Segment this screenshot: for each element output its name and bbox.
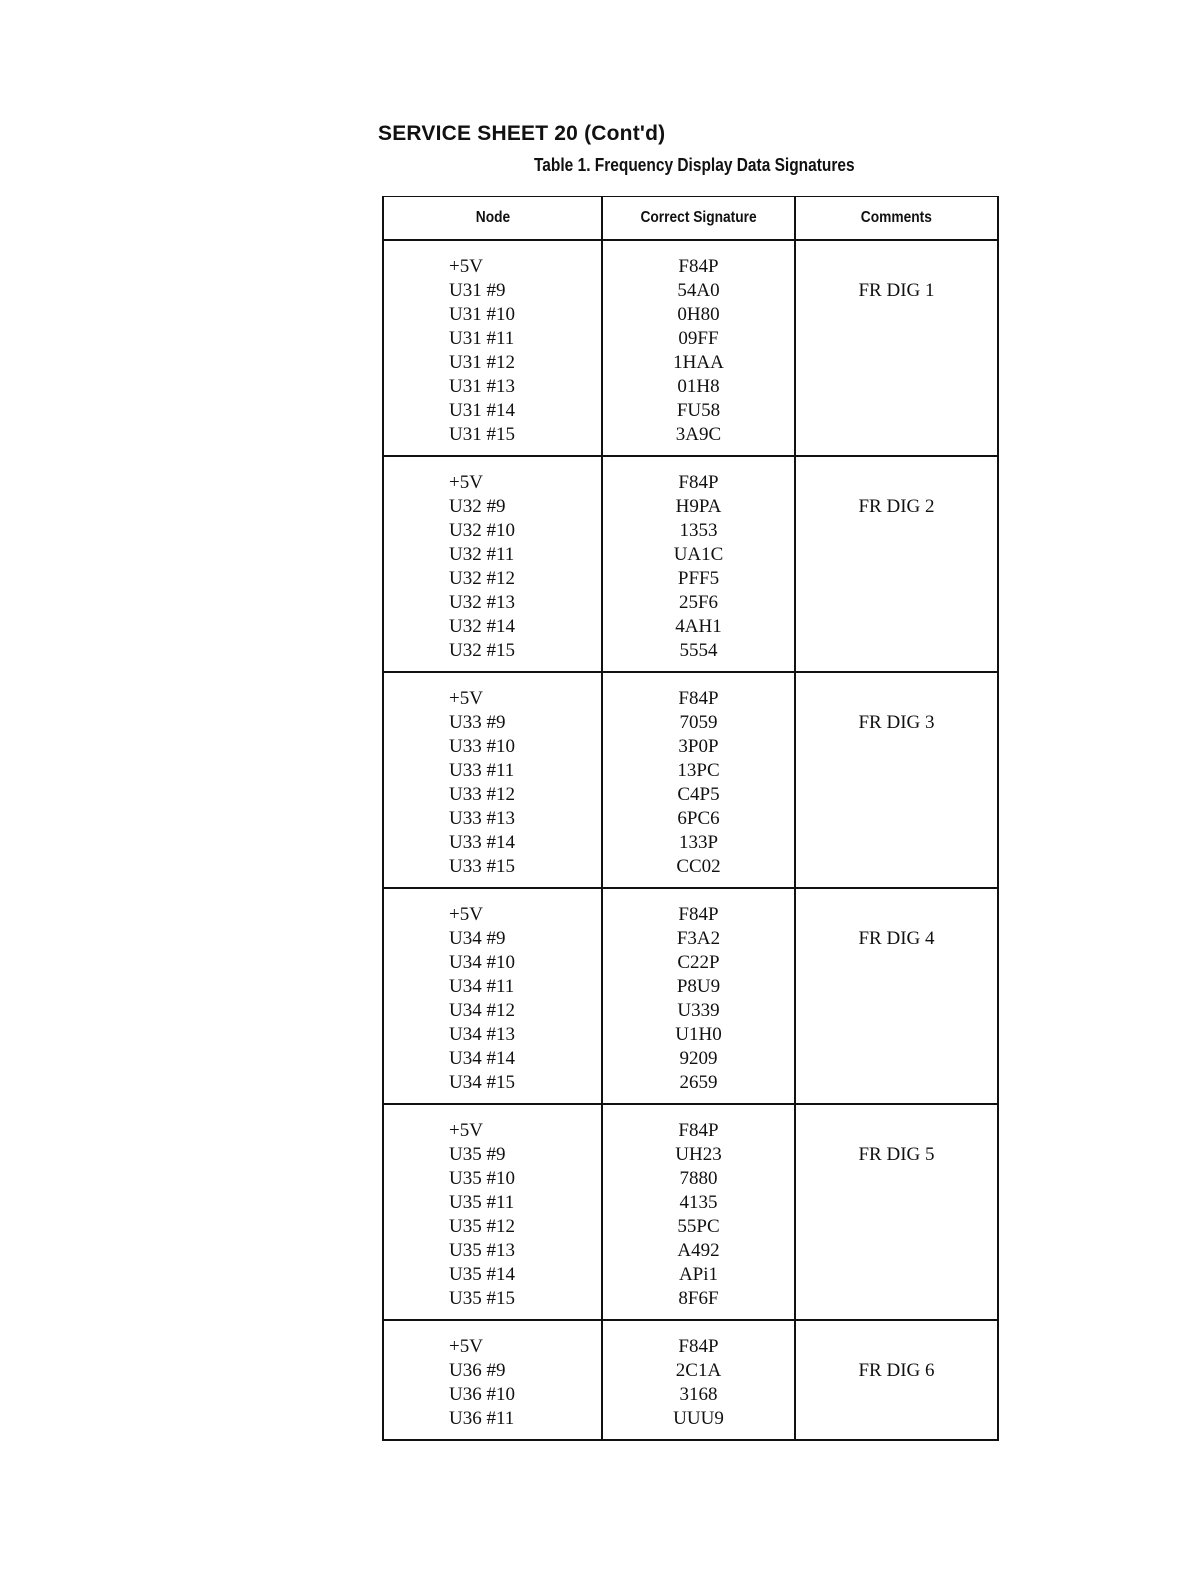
comments-column [796,1321,997,1439]
comments-column [796,1105,997,1319]
table-row-group [384,1105,997,1321]
table-row-group [384,889,997,1105]
node-cell: U33 #14 [449,832,515,853]
node-cell: U32 #10 [449,520,515,541]
node-cell: +5V [449,1120,483,1141]
signature-cell: 133P [678,832,719,853]
signature-cell: F84P [678,688,719,709]
comments-column [796,673,997,887]
signature-cell: C4P5 [677,784,720,805]
signature-cell: 55PC [677,1216,720,1237]
signature-cell: 7880 [679,1168,718,1189]
comment-cell: FR DIG 4 [858,928,935,949]
node-cell: U35 #9 [449,1144,506,1165]
node-column [384,673,603,887]
node-cell: U35 #10 [449,1168,515,1189]
comment-cell: FR DIG 3 [858,712,935,733]
node-cell: U31 #11 [449,328,515,349]
signature-cell: F84P [678,1120,719,1141]
signature-column [603,457,796,671]
node-column [384,1105,603,1319]
node-cell: U36 #10 [449,1384,515,1405]
comments-column [796,457,997,671]
signature-cell: 4AH1 [675,616,722,637]
signature-cell: UH23 [675,1144,722,1165]
node-cell: U34 #9 [449,928,506,949]
signature-cell: PFF5 [677,568,720,589]
comment-cell: FR DIG 6 [858,1360,935,1381]
signature-cell: F84P [678,256,719,277]
node-cell: U31 #13 [449,376,515,397]
signature-cell: 3168 [679,1384,718,1405]
signature-cell: F84P [678,472,719,493]
signature-table [382,196,999,1441]
signature-cell: U1H0 [675,1024,722,1045]
node-cell: U31 #14 [449,400,515,421]
table-header-row [384,197,997,241]
node-cell: U35 #15 [449,1288,515,1309]
signature-cell: A492 [677,1240,720,1261]
node-column [384,1321,603,1439]
node-cell: U32 #11 [449,544,515,565]
table-row-group [384,241,997,457]
node-cell: U34 #12 [449,1000,515,1021]
node-cell: +5V [449,904,483,925]
signature-cell: 5554 [679,640,718,661]
node-cell: U32 #9 [449,496,506,517]
node-cell: U32 #15 [449,640,515,661]
signature-column [603,241,796,455]
node-cell: U33 #9 [449,712,506,733]
table-row-group [384,673,997,889]
signature-cell: 9209 [679,1048,718,1069]
signature-cell: 09FF [678,328,719,349]
signature-cell: UA1C [673,544,724,565]
signature-cell: 6PC6 [677,808,720,829]
signature-cell: P8U9 [676,976,721,997]
node-cell: U35 #12 [449,1216,515,1237]
node-cell: U32 #12 [449,568,515,589]
signature-cell: 25F6 [678,592,719,613]
header-node: Node [384,197,603,239]
signature-cell: 1353 [679,520,718,541]
node-cell: U34 #14 [449,1048,515,1069]
signature-cell: 1HAA [673,352,724,373]
signature-cell: H9PA [675,496,722,517]
node-cell: U33 #11 [449,760,515,781]
header-signature: Correct Signature [603,197,796,239]
signature-cell: 54A0 [677,280,720,301]
node-cell: +5V [449,688,483,709]
node-cell: U35 #14 [449,1264,515,1285]
signature-cell: 8F6F [678,1288,719,1309]
comments-column [796,241,997,455]
signature-cell: CC02 [676,856,721,877]
node-cell: U34 #11 [449,976,515,997]
comment-cell: FR DIG 2 [858,496,935,517]
signature-cell: 4135 [679,1192,718,1213]
comments-column [796,889,997,1103]
node-cell: U35 #13 [449,1240,515,1261]
signature-cell: 01H8 [677,376,720,397]
node-cell: U31 #12 [449,352,515,373]
signature-cell: 2659 [679,1072,718,1093]
table-body [384,241,997,1439]
node-cell: U34 #10 [449,952,515,973]
node-cell: U34 #15 [449,1072,515,1093]
signature-cell: F84P [678,1336,719,1357]
comment-cell: FR DIG 5 [858,1144,935,1165]
table-caption: Table 1. Frequency Display Data Signatures [534,155,855,175]
signature-cell: 13PC [677,760,720,781]
signature-column [603,1105,796,1319]
node-column [384,241,603,455]
node-cell: U35 #11 [449,1192,515,1213]
signature-column [603,1321,796,1439]
node-column [384,457,603,671]
signature-cell: 0H80 [677,304,720,325]
node-cell: U32 #13 [449,592,515,613]
table-row-group [384,1321,997,1439]
header-comments: Comments [860,209,933,226]
node-column [384,889,603,1103]
node-cell: U31 #10 [449,304,515,325]
node-cell: U31 #15 [449,424,515,445]
signature-cell: U339 [677,1000,720,1021]
node-cell: U33 #13 [449,808,515,829]
signature-cell: F3A2 [676,928,721,949]
signature-cell: FU58 [676,400,721,421]
node-cell: U36 #11 [449,1408,515,1429]
signature-cell: C22P [677,952,720,973]
signature-column [603,889,796,1103]
signature-cell: 3P0P [678,736,719,757]
node-cell: U33 #10 [449,736,515,757]
signature-cell: 7059 [679,712,718,733]
node-cell: U33 #15 [449,856,515,877]
signature-cell: APi1 [678,1264,719,1285]
node-cell: U32 #14 [449,616,515,637]
node-cell: U31 #9 [449,280,506,301]
node-cell: +5V [449,1336,483,1357]
node-cell: +5V [449,472,483,493]
node-cell: U34 #13 [449,1024,515,1045]
node-cell: U36 #9 [449,1360,506,1381]
table-row-group [384,457,997,673]
signature-column [603,673,796,887]
signature-cell: 2C1A [675,1360,722,1381]
sheet-title: SERVICE SHEET 20 (Cont'd) [378,122,666,145]
node-cell: U33 #12 [449,784,515,805]
comment-cell: FR DIG 1 [858,280,935,301]
node-cell: +5V [449,256,483,277]
signature-cell: F84P [678,904,719,925]
signature-cell: 3A9C [675,424,722,445]
signature-cell: UUU9 [673,1408,724,1429]
